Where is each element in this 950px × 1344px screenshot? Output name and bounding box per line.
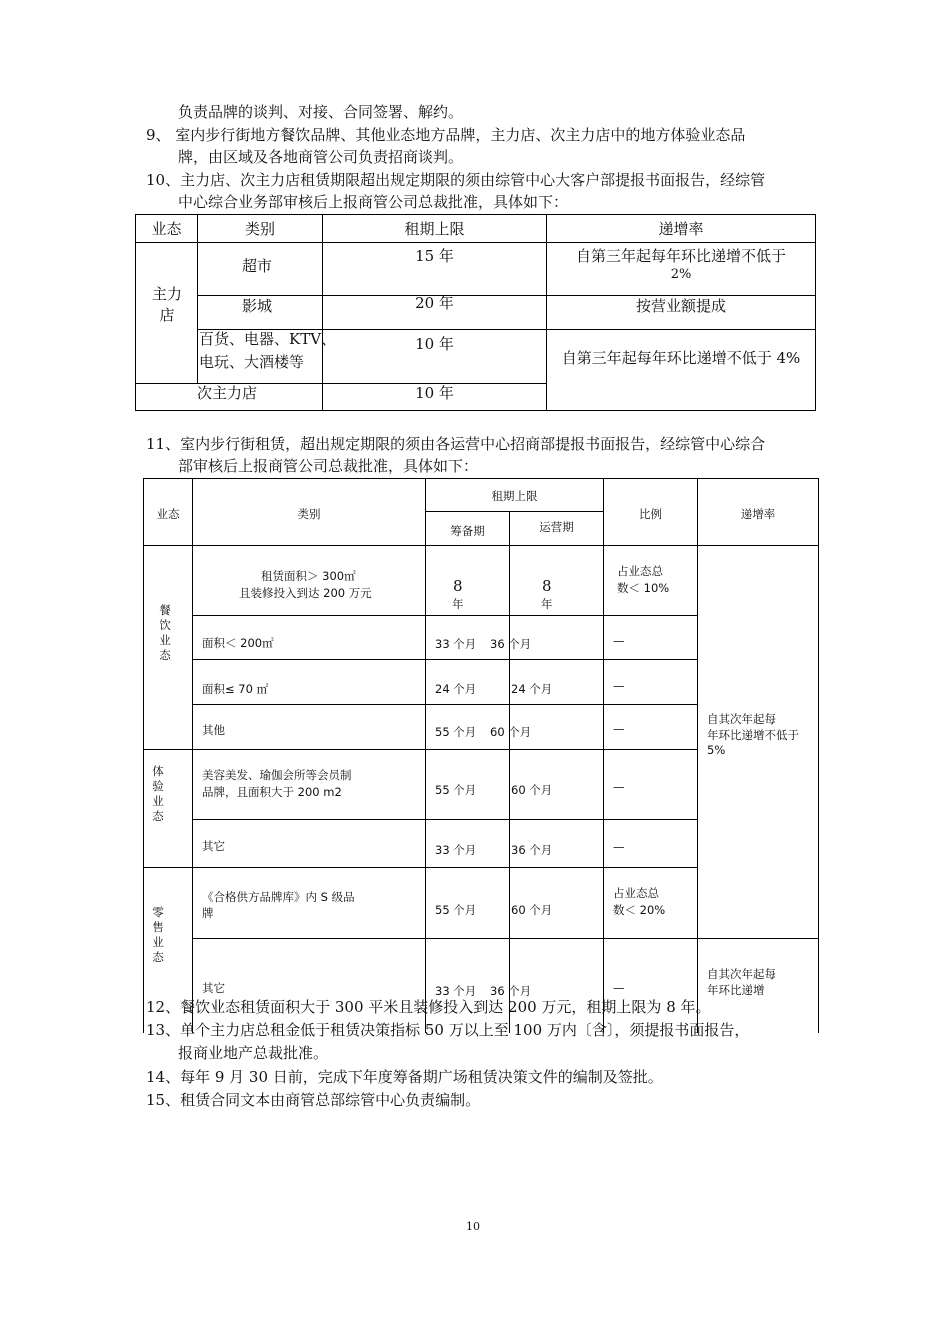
table2-row3-ratio: — [613,679,625,693]
table2-row7-category-line2: 牌 [202,906,214,920]
table1-header-category: 类别 [244,220,275,238]
table2-row1-ratio-line2: 数＜ 10% [617,581,670,595]
paragraph-11-line1: 11、室内步行街租赁，超出规定期限的须由各运营中心招商部提报书面报告，经综管中心综合 [146,435,766,453]
table2-row1-prep-number: 8 [453,577,463,595]
table2-row5-prep: 55 个月 [435,783,477,797]
table2-row6-prep: 33 个月 [435,843,477,857]
table1-row1-term: 15 年 [415,247,454,265]
table1-row2-category: 影城 [242,297,273,315]
table2-row4-prep: 55 个月 [435,725,477,739]
paragraph-9-line2: 牌，由区域及各地商管公司负责招商谈判。 [178,148,464,166]
table2-row4-category: 其他 [202,723,225,737]
table1-row3-rate: 自第三年起每年环比递增不低于 4% [561,349,801,367]
table2-row3-prep: 24 个月 [435,682,477,696]
table2-rate-retail-line1: 自其次年起每 [707,967,776,981]
table2-row1-category-line1: 租赁面积＞ 300㎡ [261,569,356,583]
table2-row1-ratio-line1: 占业态总 [617,564,663,578]
table2-row1-operating-unit: 年 [541,597,553,611]
table2-rate-main-line3: 5% [707,743,726,757]
table1-row3-term: 10 年 [415,335,454,353]
table2-row5-operating: 60 个月 [511,783,553,797]
table2-header-type: 业态 [156,507,180,521]
table2-rate-main-line1: 自其次年起每 [707,712,776,726]
table1-row1-rate-line2: 2% [670,267,692,282]
table2-row5-ratio: — [613,780,625,794]
table2-header-operating: 运营期 [539,520,574,534]
paragraph-11-line2: 部审核后上报商管公司总裁批准，具体如下： [178,457,479,475]
table2-group-catering: 餐饮业态 [159,603,171,662]
table1-row4-term: 10 年 [415,384,454,402]
table2-row2-prep: 33 个月 [435,637,477,651]
table2-group-retail: 零售业态 [152,905,164,964]
table2-row8-operating: 36 个月 [490,984,532,998]
table2-row4-operating: 60 个月 [490,725,532,739]
table2-row2-operating: 36 个月 [490,637,532,651]
page-number: 10 [466,1220,480,1233]
table2-row7-operating: 60 个月 [511,903,553,917]
table1-row4-category: 次主力店 [197,384,258,402]
table2-row1-operating-number: 8 [542,577,552,595]
table2-row8-ratio: — [613,981,625,995]
table2-row8-prep: 33 个月 [435,984,477,998]
table2-row7-prep: 55 个月 [435,903,477,917]
table2-row3-operating: 24 个月 [511,682,553,696]
table2-row7-ratio-line1: 占业态总 [613,886,659,900]
paragraph-12: 12、餐饮业态租赁面积大于 300 平米且装修投入到达 200 万元，租期上限为 8 年。 [146,998,711,1016]
table2-row6-ratio: — [613,840,625,854]
table1-row2-rate: 按营业额提成 [635,297,726,315]
table2-rate-main-line2: 年环比递增不低于 [707,728,799,742]
paragraph-13-line2: 报商业地产总裁批准。 [178,1044,329,1062]
paragraph-8-continuation: 负责品牌的谈判、对接、合同签署、解约。 [178,103,464,121]
table2-row7-ratio-line2: 数＜ 20% [613,903,666,917]
table2-row1-category-line2: 且装修投入到达 200 万元 [239,586,372,600]
table1-group-anchor-store: 主力店 [151,285,182,324]
paragraph-9-line1: 9、 室内步行街地方餐饮品牌、其他业态地方品牌，主力店、次主力店中的地方体验业态品 [146,126,746,144]
table2-group-experience: 体验业态 [152,764,164,823]
table1-header-rate: 递增率 [658,220,704,238]
table2-row3-category: 面积≤ 70 ㎡ [202,682,269,696]
table1-row3-category-line1: 百货、电器、KTV、 [199,330,337,348]
paragraph-10-line2: 中心综合业务部审核后上报商管公司总裁批准，具体如下： [178,193,569,211]
paragraph-14: 14、每年 9 月 30 日前，完成下年度筹备期广场租赁决策文件的编制及签批。 [146,1068,663,1086]
paragraph-15: 15、租赁合同文本由商管总部综管中心负责编制。 [146,1091,481,1109]
table1-row2-term: 20 年 [415,294,454,312]
table2-row2-ratio: — [613,634,625,648]
table2-row1-prep-unit: 年 [452,597,464,611]
table2-row6-category: 其它 [202,839,225,853]
table2-row4-ratio: — [613,722,625,736]
paragraph-13-line1: 13、单个主力店总租金低于租赁决策指标 50 万以上至 100 万内〔含〕，须提报书面报告， [146,1021,750,1039]
table2-row2-category: 面积＜ 200㎡ [202,636,274,650]
table2-row5-category-line2: 品牌，且面积大于 200 m2 [202,785,342,799]
table1-header-term: 租期上限 [404,220,465,238]
table2-header-prep: 筹备期 [450,524,485,538]
table2-header-ratio: 比例 [639,507,662,521]
table2-row6-operating: 36 个月 [511,843,553,857]
table1-row3-category-line2: 电玩、大酒楼等 [199,353,305,371]
table1-header-type: 业态 [151,220,182,238]
table2-row5-category-line1: 美容美发、瑜伽会所等会员制 [202,768,352,782]
table2-rate-retail-line2: 年环比递增 [707,983,765,997]
table1-row1-rate-line1: 自第三年起每年环比递增不低于 [575,247,786,265]
table2-header-category: 类别 [297,507,321,521]
table2-row8-category: 其它 [202,981,225,995]
table2-header-rate: 递增率 [740,507,776,521]
table2-row7-category-line1: 《合格供方品牌库》内 S 级品 [202,890,355,904]
table1-row1-category: 超市 [242,257,273,275]
paragraph-10-line1: 10、主力店、次主力店租赁期限超出规定期限的须由综管中心大客户部提报书面报告，经综管 [146,171,766,189]
table2-header-term: 租期上限 [491,489,538,503]
